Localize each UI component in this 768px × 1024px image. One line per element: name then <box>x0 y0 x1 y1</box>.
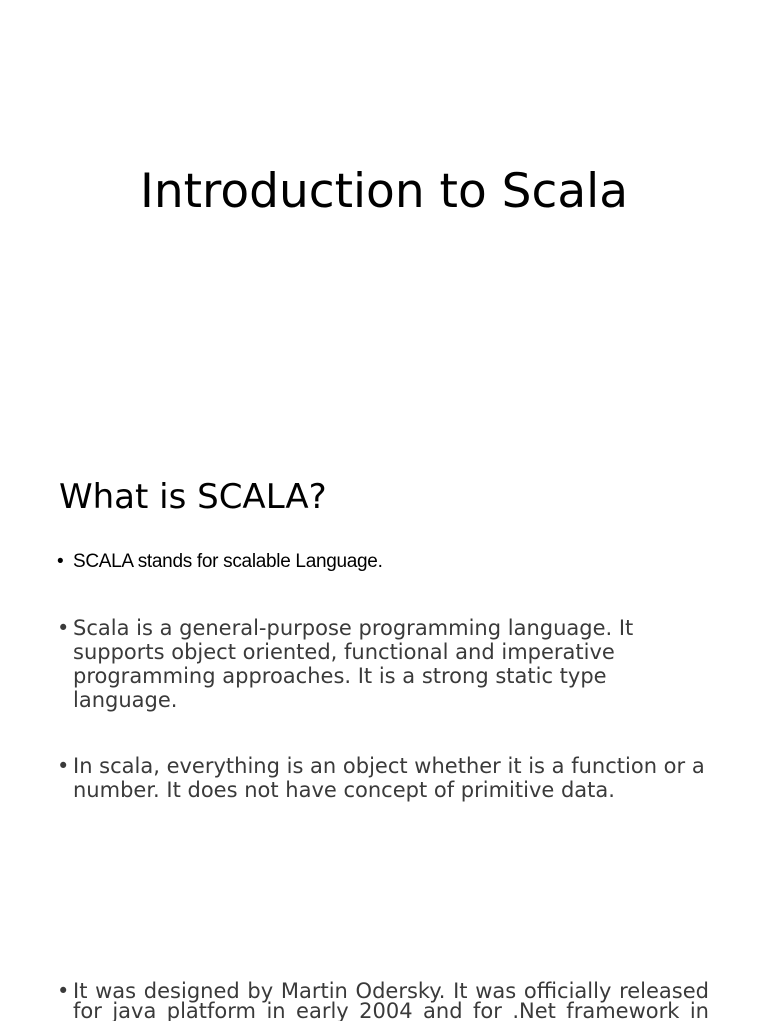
bullet-dot: • <box>57 979 70 1003</box>
bullet-dot: • <box>57 616 70 640</box>
bullet-item-scala-meaning <box>57 550 709 574</box>
bullet-dot: • <box>57 551 64 572</box>
bullet-text: It was designed by Martin Odersky. It was officially released for java platform in early 2004 and for .Net framework in <box>73 981 709 1021</box>
section-heading: What is SCALA? <box>59 477 327 517</box>
bullet-text: In scala, everything is an object whether it is a function or a number. It does not have concept of primitive data. <box>73 754 705 802</box>
bullet-text: Scala is a general-purpose programming language. It supports object oriented, functional and imperative programming approaches. It is a strong static type language. <box>73 616 634 712</box>
bullet-item-designer <box>57 981 709 1021</box>
slide-title: Introduction to Scala <box>139 164 628 219</box>
bullet-item-general-purpose <box>57 616 709 712</box>
bullet-text: SCALA stands for scalable Language. <box>73 551 383 572</box>
bullet-dot: • <box>57 754 70 778</box>
bullet-item-everything-object <box>57 754 709 802</box>
